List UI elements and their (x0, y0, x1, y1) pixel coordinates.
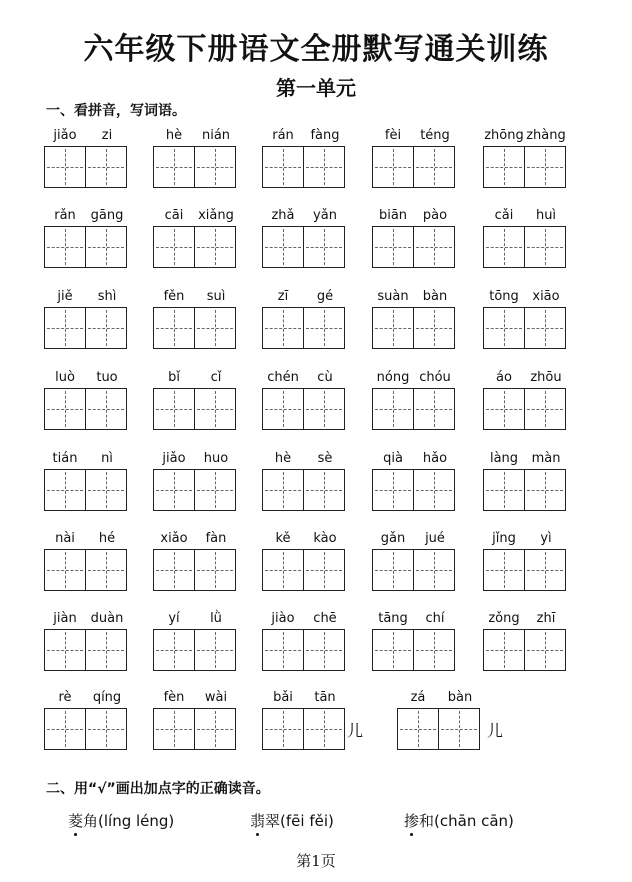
tianzige-cell[interactable] (262, 388, 304, 430)
pinyin-line (44, 451, 134, 469)
pinyin-line (262, 208, 352, 226)
question-text: 和(chān cān) (419, 812, 514, 830)
question-text: 翠(fēi fěi) (265, 812, 334, 830)
tianzige-cell[interactable] (483, 307, 525, 349)
pinyin-syllable: biān (378, 208, 408, 223)
writing-boxes (44, 469, 134, 511)
word-item (153, 611, 243, 671)
pinyin-syllable: bàn (422, 289, 448, 304)
dotted-char: 翡 (250, 812, 266, 830)
writing-boxes (262, 469, 352, 511)
tianzige-cell[interactable] (304, 388, 345, 430)
writing-boxes (153, 708, 243, 750)
word-item (44, 531, 134, 591)
pinyin-line (153, 611, 243, 629)
writing-boxes (483, 549, 573, 591)
pinyin-line (372, 289, 462, 307)
pinyin-syllable: fàng (310, 128, 340, 143)
tianzige-cell[interactable] (44, 708, 86, 750)
pinyin-line (44, 370, 134, 388)
unit-title: 第一单元 (276, 76, 356, 100)
pinyin-syllable: jiǎo (53, 128, 77, 143)
tianzige-cell[interactable] (44, 226, 86, 268)
pinyin-syllable: zhōng (484, 128, 524, 143)
tianzige-cell[interactable] (153, 549, 195, 591)
tianzige-cell[interactable] (372, 469, 414, 511)
tianzige-cell[interactable] (262, 629, 304, 671)
pinyin-line (44, 611, 134, 629)
writing-boxes (483, 146, 573, 188)
pinyin-line (153, 128, 243, 146)
pinyin-line (372, 611, 462, 629)
tianzige-cell[interactable] (195, 549, 236, 591)
pinyin-line (262, 531, 352, 549)
tianzige-cell[interactable] (372, 629, 414, 671)
word-item (153, 208, 243, 268)
writing-boxes (262, 708, 352, 750)
writing-boxes (483, 226, 573, 268)
tianzige-cell[interactable] (483, 629, 525, 671)
pinyin-syllable: tián (52, 451, 78, 466)
pinyin-syllable: nài (55, 531, 75, 546)
word-item (372, 128, 462, 188)
pinyin-syllable: áo (496, 370, 512, 385)
pinyin-line (483, 370, 573, 388)
writing-boxes (153, 146, 243, 188)
pinyin-syllable: nì (101, 451, 113, 466)
pinyin-syllable: pào (422, 208, 448, 223)
pinyin-line (483, 128, 573, 146)
writing-boxes (372, 307, 462, 349)
tianzige-cell[interactable] (414, 549, 455, 591)
tianzige-cell[interactable] (86, 226, 127, 268)
pinyin-line (262, 690, 352, 708)
pinyin-syllable: nián (201, 128, 231, 143)
tianzige-cell[interactable] (262, 307, 304, 349)
pinyin-line (483, 208, 573, 226)
writing-boxes (153, 549, 243, 591)
pinyin-syllable: téng (420, 128, 450, 143)
tianzige-cell[interactable] (86, 146, 127, 188)
writing-boxes (153, 226, 243, 268)
pinyin-syllable: rè (58, 690, 72, 705)
pinyin-line (483, 289, 573, 307)
writing-boxes (44, 307, 134, 349)
tianzige-cell[interactable] (525, 469, 566, 511)
pinyin-syllable: rǎn (54, 208, 76, 223)
tianzige-cell[interactable] (483, 146, 525, 188)
word-item (262, 451, 352, 511)
writing-boxes (483, 469, 573, 511)
pinyin-syllable: zhōu (530, 370, 562, 385)
writing-boxes (44, 226, 134, 268)
tianzige-cell[interactable] (86, 307, 127, 349)
tianzige-cell[interactable] (372, 146, 414, 188)
word-item (262, 208, 352, 268)
pinyin-syllable: hé (98, 531, 116, 546)
writing-boxes (153, 469, 243, 511)
pinyin-line (153, 690, 243, 708)
pinyin-syllable: gé (316, 289, 334, 304)
pinyin-syllable: bàn (447, 690, 473, 705)
tianzige-cell[interactable] (195, 629, 236, 671)
pinyin-line (44, 690, 134, 708)
tianzige-cell[interactable] (44, 469, 86, 511)
tianzige-cell[interactable] (153, 146, 195, 188)
writing-boxes (372, 629, 462, 671)
pinyin-line (262, 289, 352, 307)
page-title: 六年级下册语文全册默写通关训练 (83, 32, 549, 67)
question-2 (250, 810, 334, 831)
tianzige-cell[interactable] (304, 469, 345, 511)
pinyin-line (44, 128, 134, 146)
word-item (483, 451, 573, 511)
pinyin-line (397, 690, 487, 708)
pinyin-syllable: zhī (536, 611, 556, 626)
tianzige-cell[interactable] (153, 708, 195, 750)
pinyin-syllable: chí (425, 611, 445, 626)
er-suffix-2: 儿 (487, 721, 504, 740)
pinyin-syllable: xiǎng (198, 208, 234, 223)
writing-boxes (372, 549, 462, 591)
word-item (44, 128, 134, 188)
tianzige-cell[interactable] (44, 307, 86, 349)
pinyin-syllable: gǎn (380, 531, 406, 546)
tianzige-cell[interactable] (414, 146, 455, 188)
pinyin-syllable: bǐ (168, 370, 180, 385)
tianzige-cell[interactable] (372, 549, 414, 591)
word-item (483, 128, 573, 188)
tianzige-cell[interactable] (525, 307, 566, 349)
tianzige-cell[interactable] (525, 146, 566, 188)
pinyin-syllable: nóng (376, 370, 410, 385)
pinyin-syllable: gāng (90, 208, 124, 223)
tianzige-cell[interactable] (525, 549, 566, 591)
pinyin-line (483, 451, 573, 469)
pinyin-syllable: jiě (57, 289, 73, 304)
word-item (483, 531, 573, 591)
tianzige-cell[interactable] (86, 469, 127, 511)
writing-boxes (262, 549, 352, 591)
pinyin-syllable: huo (203, 451, 229, 466)
pinyin-syllable: zǒng (488, 611, 520, 626)
pinyin-syllable: tān (314, 690, 336, 705)
tianzige-cell[interactable] (483, 226, 525, 268)
pinyin-line (44, 208, 134, 226)
pinyin-line (483, 531, 573, 549)
pinyin-syllable: fàn (205, 531, 227, 546)
writing-boxes (483, 388, 573, 430)
pinyin-syllable: xiāo (532, 289, 560, 304)
word-item (262, 611, 352, 671)
pinyin-syllable: fèn (163, 690, 185, 705)
pinyin-line (153, 451, 243, 469)
tianzige-cell[interactable] (483, 469, 525, 511)
tianzige-cell[interactable] (195, 388, 236, 430)
pinyin-syllable: lǜ (210, 611, 222, 626)
writing-boxes (483, 629, 573, 671)
tianzige-cell[interactable] (525, 629, 566, 671)
section-1-heading: 一、看拼音，写词语。 (46, 103, 186, 119)
pinyin-syllable: duàn (90, 611, 124, 626)
word-item (44, 690, 134, 750)
word-item (153, 289, 243, 349)
pinyin-syllable: yì (540, 531, 552, 546)
word-item (372, 289, 462, 349)
tianzige-cell[interactable] (262, 469, 304, 511)
word-item (262, 370, 352, 430)
word-item (153, 451, 243, 511)
pinyin-syllable: suì (206, 289, 226, 304)
word-item (44, 611, 134, 671)
pinyin-syllable: tāng (378, 611, 408, 626)
writing-boxes (262, 629, 352, 671)
page-number: 第1页 (296, 852, 336, 870)
word-item (483, 611, 573, 671)
word-item (44, 451, 134, 511)
pinyin-syllable: chén (267, 370, 299, 385)
word-item (372, 611, 462, 671)
writing-boxes (372, 146, 462, 188)
tianzige-cell[interactable] (304, 629, 345, 671)
word-item (372, 451, 462, 511)
tianzige-cell[interactable] (195, 708, 236, 750)
tianzige-cell[interactable] (439, 708, 480, 750)
tianzige-cell[interactable] (195, 146, 236, 188)
tianzige-cell[interactable] (372, 226, 414, 268)
pinyin-line (372, 531, 462, 549)
tianzige-cell[interactable] (304, 307, 345, 349)
pinyin-syllable: chóu (419, 370, 451, 385)
dotted-char: 掺 (404, 812, 420, 830)
tianzige-cell[interactable] (195, 307, 236, 349)
tianzige-cell[interactable] (44, 388, 86, 430)
tianzige-cell[interactable] (44, 146, 86, 188)
tianzige-cell[interactable] (304, 549, 345, 591)
tianzige-cell[interactable] (262, 549, 304, 591)
writing-boxes (262, 226, 352, 268)
word-item (372, 531, 462, 591)
pinyin-syllable: suàn (377, 289, 409, 304)
pinyin-syllable: zhàng (526, 128, 566, 143)
writing-boxes (372, 469, 462, 511)
pinyin-line (262, 128, 352, 146)
pinyin-line (153, 370, 243, 388)
tianzige-cell[interactable] (304, 226, 345, 268)
pinyin-syllable: qià (383, 451, 403, 466)
word-item (44, 289, 134, 349)
pinyin-syllable: cāi (164, 208, 184, 223)
word-item (153, 128, 243, 188)
tianzige-cell[interactable] (153, 226, 195, 268)
tianzige-cell[interactable] (483, 549, 525, 591)
writing-boxes (153, 388, 243, 430)
tianzige-cell[interactable] (153, 629, 195, 671)
word-item (153, 370, 243, 430)
tianzige-cell[interactable] (153, 469, 195, 511)
writing-boxes (483, 307, 573, 349)
pinyin-syllable: jiào (271, 611, 295, 626)
pinyin-line (372, 208, 462, 226)
pinyin-syllable: zhǎ (271, 208, 295, 223)
pinyin-syllable: sè (317, 451, 333, 466)
pinyin-line (262, 611, 352, 629)
word-item (372, 370, 462, 430)
writing-boxes (262, 307, 352, 349)
pinyin-syllable: wài (204, 690, 228, 705)
pinyin-syllable: yí (168, 611, 180, 626)
tianzige-cell[interactable] (304, 146, 345, 188)
pinyin-syllable: qíng (92, 690, 122, 705)
pinyin-syllable: bǎi (273, 690, 293, 705)
pinyin-syllable: luò (55, 370, 75, 385)
pinyin-syllable: hè (274, 451, 292, 466)
writing-boxes (153, 307, 243, 349)
word-item (262, 289, 352, 349)
writing-boxes (44, 629, 134, 671)
tianzige-cell[interactable] (262, 708, 304, 750)
pinyin-line (372, 370, 462, 388)
pinyin-syllable: màn (531, 451, 561, 466)
tianzige-cell[interactable] (483, 388, 525, 430)
pinyin-line (153, 289, 243, 307)
tianzige-cell[interactable] (372, 388, 414, 430)
question-1 (68, 810, 174, 831)
pinyin-syllable: rán (272, 128, 294, 143)
dotted-char: 菱 (68, 812, 84, 830)
writing-boxes (397, 708, 487, 750)
writing-boxes (44, 388, 134, 430)
pinyin-syllable: tuo (96, 370, 118, 385)
pinyin-line (372, 128, 462, 146)
pinyin-syllable: zi (101, 128, 113, 143)
tianzige-cell[interactable] (86, 708, 127, 750)
tianzige-cell[interactable] (414, 629, 455, 671)
word-item (483, 370, 573, 430)
pinyin-syllable: yǎn (313, 208, 337, 223)
tianzige-cell[interactable] (397, 708, 439, 750)
tianzige-cell[interactable] (525, 226, 566, 268)
word-item (397, 690, 487, 750)
word-item (44, 370, 134, 430)
pinyin-syllable: chē (313, 611, 337, 626)
word-item (44, 208, 134, 268)
pinyin-line (262, 370, 352, 388)
tianzige-cell[interactable] (304, 708, 345, 750)
pinyin-syllable: jiàn (53, 611, 77, 626)
word-item (262, 531, 352, 591)
pinyin-line (483, 611, 573, 629)
tianzige-cell[interactable] (262, 226, 304, 268)
pinyin-syllable: cǐ (210, 370, 222, 385)
word-item (483, 208, 573, 268)
tianzige-cell[interactable] (414, 388, 455, 430)
writing-boxes (372, 388, 462, 430)
word-item (153, 531, 243, 591)
tianzige-cell[interactable] (153, 388, 195, 430)
writing-boxes (372, 226, 462, 268)
tianzige-cell[interactable] (86, 629, 127, 671)
question-text: 角(líng léng) (83, 812, 175, 830)
tianzige-cell[interactable] (372, 307, 414, 349)
pinyin-syllable: kě (275, 531, 291, 546)
writing-boxes (44, 146, 134, 188)
section-2-heading: 二、用“√”画出加点字的正确读音。 (46, 781, 270, 797)
question-3 (404, 810, 514, 831)
tianzige-cell[interactable] (414, 307, 455, 349)
pinyin-syllable: fèi (384, 128, 402, 143)
tianzige-cell[interactable] (86, 388, 127, 430)
writing-boxes (262, 146, 352, 188)
tianzige-cell[interactable] (414, 469, 455, 511)
pinyin-syllable: làng (489, 451, 519, 466)
pinyin-syllable: jǐng (492, 531, 516, 546)
tianzige-cell[interactable] (414, 226, 455, 268)
pinyin-line (372, 451, 462, 469)
pinyin-syllable: kào (313, 531, 337, 546)
pinyin-syllable: cǎi (494, 208, 514, 223)
writing-boxes (44, 549, 134, 591)
pinyin-line (153, 531, 243, 549)
pinyin-syllable: tōng (489, 289, 519, 304)
pinyin-syllable: hǎo (422, 451, 448, 466)
tianzige-cell[interactable] (195, 469, 236, 511)
pinyin-syllable: shì (97, 289, 117, 304)
pinyin-line (44, 531, 134, 549)
tianzige-cell[interactable] (44, 549, 86, 591)
word-item (483, 289, 573, 349)
pinyin-syllable: huì (535, 208, 557, 223)
pinyin-syllable: hè (165, 128, 183, 143)
pinyin-syllable: zī (277, 289, 289, 304)
word-item (372, 208, 462, 268)
word-item (153, 690, 243, 750)
tianzige-cell[interactable] (195, 226, 236, 268)
pinyin-syllable: xiǎo (160, 531, 188, 546)
pinyin-syllable: jiǎo (162, 451, 186, 466)
pinyin-syllable: fěn (163, 289, 185, 304)
pinyin-line (262, 451, 352, 469)
pinyin-line (153, 208, 243, 226)
word-item (262, 128, 352, 188)
er-suffix-1: 儿 (347, 721, 364, 740)
pinyin-syllable: jué (425, 531, 445, 546)
pinyin-line (44, 289, 134, 307)
writing-boxes (44, 708, 134, 750)
tianzige-cell[interactable] (525, 388, 566, 430)
writing-boxes (153, 629, 243, 671)
writing-boxes (262, 388, 352, 430)
tianzige-cell[interactable] (86, 549, 127, 591)
tianzige-cell[interactable] (44, 629, 86, 671)
tianzige-cell[interactable] (153, 307, 195, 349)
pinyin-syllable: cù (317, 370, 333, 385)
word-item (262, 690, 352, 750)
tianzige-cell[interactable] (262, 146, 304, 188)
pinyin-syllable: zá (410, 690, 426, 705)
